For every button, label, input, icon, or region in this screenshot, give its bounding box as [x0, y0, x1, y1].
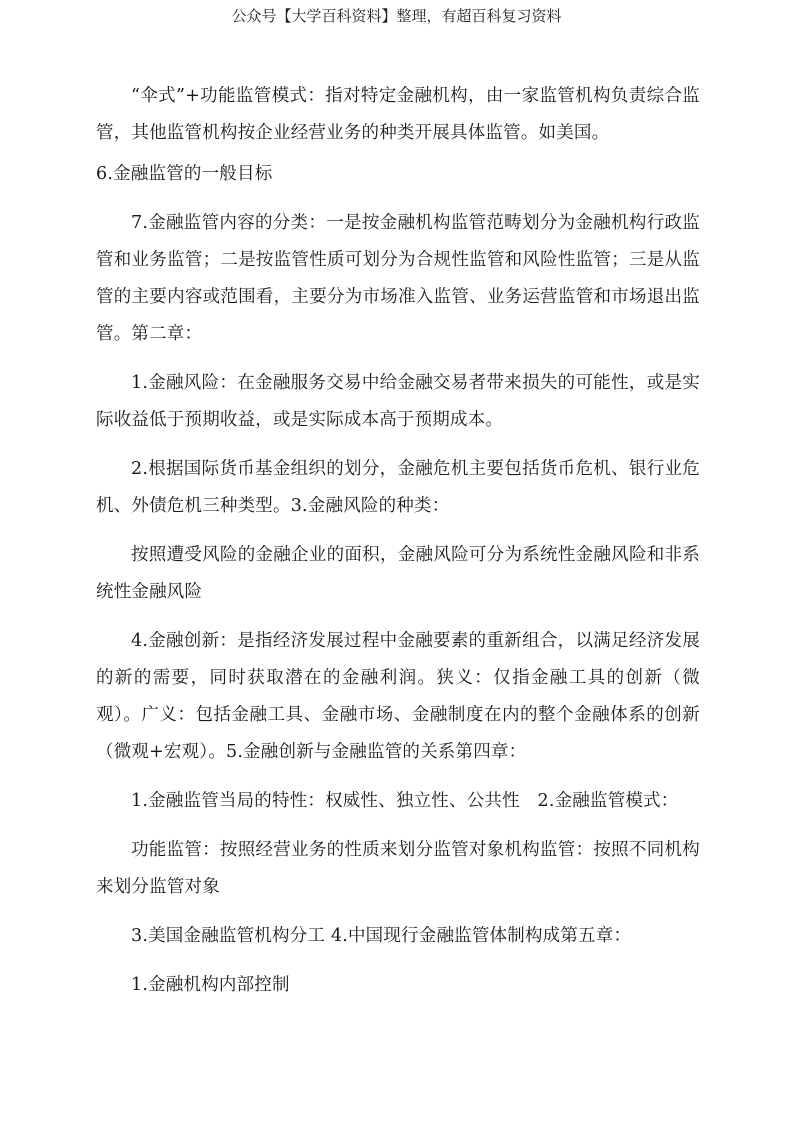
page-header: 公众号【大学百科资料】整理，有超百科复习资料 [231, 7, 562, 25]
document-body [96, 78, 700, 1016]
paragraph-financial-crisis: 2.根据国际货币基金组织的划分，金融危机主要包括货币危机、银行业危机、外债危机三种类型。3.金融风险的种类： [96, 459, 700, 516]
paragraph-supervision-classification: 7.金融监管内容的分类：一是按金融机构监管范畴划分为金融机构行政监管和业务监管；二是按监管性质可划分为合规性监管和风险性监管；三是从监管的主要内容或范围看，主要分为市场准入监管、业务运营监管和市场退出监管。第二章： [96, 213, 700, 344]
paragraph-financial-risk: 1.金融风险：在金融服务交易中给金融交易者带来损失的可能性，或是实际收益低于预期收益，或是实际成本高于预期成本。 [96, 373, 700, 430]
paragraph-internal-control: 1.金融机构内部控制 [131, 975, 290, 995]
paragraph-financial-innovation: 4.金融创新：是指经济发展过程中金融要素的重新组合，以满足经济发展的新的需要，同时获取潜在的金融利润。狭义：仅指金融工具的创新（微观）。广义：包括金融工具、金融市场、金融制度在内的整个金融体系的创新（微观+宏观）。5.金融创新与金融监管的关系第四章： [96, 631, 700, 762]
paragraph-risk-types: 按照遭受风险的金融企业的面积，金融风险可分为系统性金融风险和非系统性金融风险 [96, 545, 700, 602]
paragraph-authority-traits: 1.金融监管当局的特性：权威性、独立性、公共性 2.金融监管模式： [131, 791, 679, 811]
paragraph-functional-supervision: 功能监管：按照经营业务的性质来划分监管对象机构监管：按照不同机构来划分监管对象 [96, 840, 700, 897]
paragraph-umbrella-model: “伞式”+功能监管模式：指对特定金融机构，由一家监管机构负责综合监管，其他监管机构按企业经营业务的种类开展具体监管。如美国。 [96, 86, 700, 143]
paragraph-us-china-structure: 3.美国金融监管机构分工 4.中国现行金融监管体制构成第五章： [131, 926, 632, 946]
paragraph-general-goals: 6.金融监管的一般目标 [96, 164, 273, 184]
